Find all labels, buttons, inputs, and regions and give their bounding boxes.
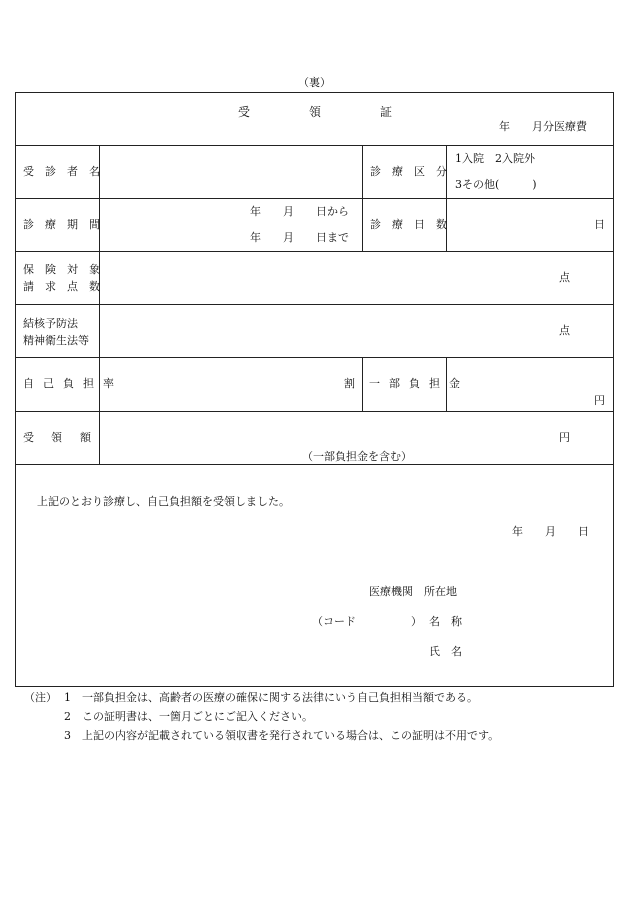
facility-name-label: 名 称 xyxy=(429,615,462,628)
period-from: 年 月 日から xyxy=(250,205,349,218)
burden-rate-label: 自 己 負 担 率 xyxy=(23,377,113,390)
tb-points-label-line2: 精神衛生法等 xyxy=(23,334,89,347)
received-amount-unit: 円 xyxy=(559,431,570,444)
insurance-points-unit: 点 xyxy=(559,271,570,284)
insurance-points-label-line2: 請 求 点 数 xyxy=(23,280,100,293)
category-options-line2: 3その他( ) xyxy=(455,178,537,191)
category-label: 診 療 区 分 xyxy=(370,165,447,178)
month-label: 年 月分医療費 xyxy=(499,120,587,133)
title-char-3: 証 xyxy=(380,105,393,119)
tb-points-unit: 点 xyxy=(559,324,570,337)
note-item-3: 3 上記の内容が記載されている領収書を発行されている場合は、この証明は不用です。 xyxy=(64,729,500,742)
received-amount-note: （一部負担金を含む） xyxy=(302,450,412,463)
certification-date: 年 月 日 xyxy=(512,525,589,538)
note-item-1: 1 一部負担金は、高齢者の医療の確保に関する法律にいう自己負担相当額である。 xyxy=(64,691,478,704)
days-label: 診 療 日 数 xyxy=(370,218,447,231)
partial-burden-label: 一 部 負 担 金 xyxy=(369,377,459,390)
received-amount-char-2: 領 xyxy=(51,431,62,444)
received-amount-char-1: 受 xyxy=(23,431,34,444)
period-label: 診 療 期 間 xyxy=(23,218,100,231)
facility-code: （コード ） xyxy=(312,615,422,628)
patient-name-label: 受 診 者 名 xyxy=(23,165,100,178)
partial-burden-unit: 円 xyxy=(594,394,605,407)
side-label: （裏） xyxy=(298,76,331,89)
burden-rate-unit: 割 xyxy=(344,377,355,390)
note-item-2: 2 この証明書は、一箇月ごとにご記入ください。 xyxy=(64,710,313,723)
received-amount-char-3: 額 xyxy=(80,431,91,444)
tb-points-label-line1: 結核予防法 xyxy=(23,317,78,330)
person-name-label: 氏 名 xyxy=(429,645,462,658)
insurance-points-label-line1: 保 険 対 象 xyxy=(23,263,100,276)
title-char-1: 受 xyxy=(238,105,251,119)
notes-prefix: （注） xyxy=(24,691,57,704)
patient-name-field[interactable] xyxy=(100,146,362,198)
period-to: 年 月 日まで xyxy=(250,231,349,244)
days-unit: 日 xyxy=(594,218,605,231)
title-char-2: 領 xyxy=(309,105,322,119)
facility-address-label: 医療機関 所在地 xyxy=(369,585,457,598)
category-options-line1: 1入院 2入院外 xyxy=(455,152,535,165)
certification-statement: 上記のとおり診療し、自己負担額を受領しました。 xyxy=(37,495,290,508)
